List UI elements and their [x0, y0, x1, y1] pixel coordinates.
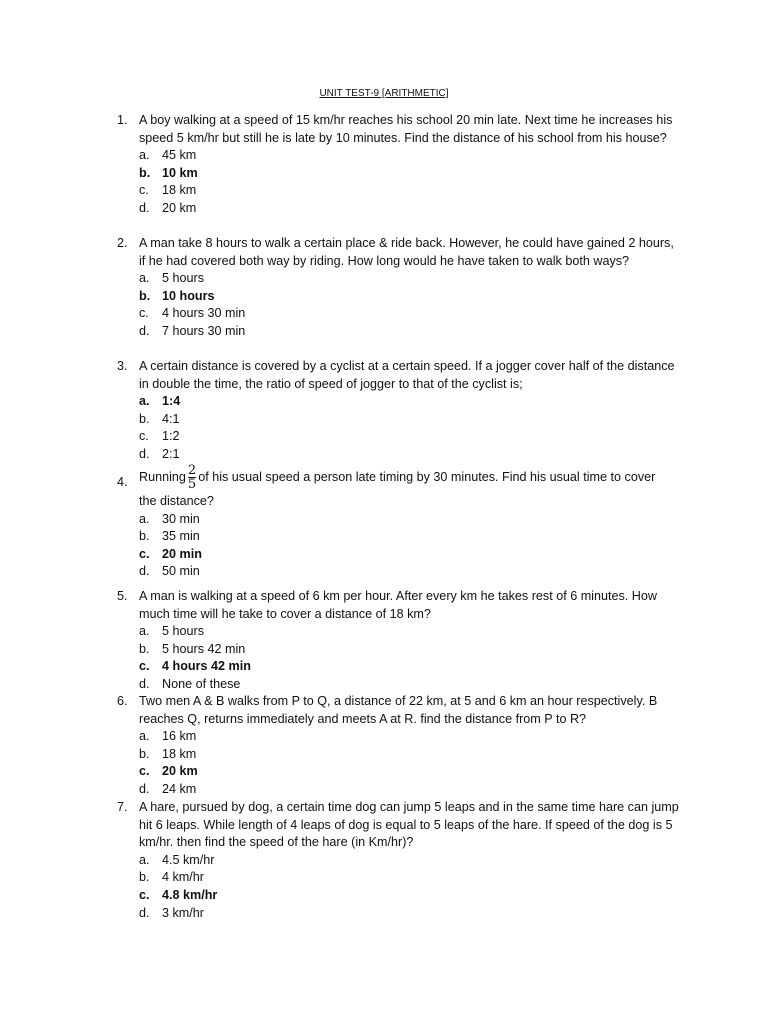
option-a: a. 5 hours	[139, 271, 205, 286]
option-b: b. 18 km	[139, 746, 197, 761]
question-6	[117, 693, 679, 799]
question-number: 6.	[117, 694, 128, 708]
option-c: c. 4.8 km/hr	[139, 887, 218, 902]
option-b: b. 4 km/hr	[139, 870, 204, 885]
option-a: a. 4.5 km/hr	[139, 852, 215, 867]
option-a: a. 30 min	[139, 511, 200, 526]
option-b: b. 5 hours 42 min	[139, 641, 246, 656]
option-d: d. 2:1	[139, 446, 180, 461]
option-d: d. 20 km	[139, 200, 197, 215]
question-text: A man take 8 hours to walk a certain place & ride back. However, he could have gained 2 hours, if he had covered both way by riding. How long would he have taken to walk both ways?	[139, 236, 674, 268]
question-text: A certain distance is covered by a cyclist at a certain speed. If a jogger cover half of the distance in double the time, the ratio of speed of jogger to that of the cyclist is;	[139, 359, 675, 391]
option-c: c. 18 km	[139, 183, 197, 198]
question-3	[117, 358, 679, 464]
question-4	[117, 464, 679, 581]
option-c: c. 1:2	[139, 429, 180, 444]
question-7	[117, 799, 679, 922]
question-5	[117, 588, 679, 694]
option-d: d. 24 km	[139, 781, 197, 796]
option-a: a. 1:4	[139, 394, 181, 409]
option-d: d. 3 km/hr	[139, 905, 204, 920]
question-number: 5.	[117, 589, 128, 603]
option-c: c. 4 hours 30 min	[139, 306, 246, 321]
question-number: 7.	[117, 800, 128, 814]
option-b: b. 10 hours	[139, 288, 215, 303]
option-d: d. 50 min	[139, 564, 200, 579]
question-number: 3.	[117, 359, 128, 373]
option-b: b. 35 min	[139, 529, 200, 544]
question-text: A hare, pursued by dog, a certain time dog can jump 5 leaps and in the same time hare can jump hit 6 leaps. While length of 4 leaps of dog is equal to 5 leaps of the hare. If speed of the dog is 5 km/hr. then find the speed of the hare (in Km/hr)?	[139, 800, 679, 850]
fraction-two-fifths: $\frac{2}{5}$	[187, 463, 197, 492]
question-number: 2.	[117, 236, 128, 250]
question-text-continued: the distance?	[139, 494, 214, 508]
question-text: A man is walking at a speed of 6 km per hour. After every km he takes rest of 6 minutes. How much time will he take to cover a distance of 18 km?	[139, 589, 657, 621]
option-a: a. 45 km	[139, 148, 197, 163]
question-text: Two men A & B walks from P to Q, a distance of 22 km, at 5 and 6 km an hour respectively. B reaches Q, returns immediately and meets A at R. find the distance from P to R?	[139, 694, 658, 726]
option-a: a. 16 km	[139, 729, 197, 744]
question-1	[117, 112, 679, 218]
option-d: d. 7 hours 30 min	[139, 323, 246, 338]
question-number: 4.	[117, 475, 128, 489]
page-title: UNIT TEST-9 [ARITHMETIC]	[319, 88, 449, 99]
option-d: d. None of these	[139, 676, 241, 691]
option-c: c. 4 hours 42 min	[139, 659, 251, 674]
question-text: A boy walking at a speed of 15 km/hr reaches his school 20 min late. Next time he increases his speed 5 km/hr but still he is late by 10 minutes. Find the distance of his school from his house?	[139, 113, 673, 145]
option-b: b. 4:1	[139, 411, 180, 426]
option-c: c. 20 min	[139, 546, 202, 561]
question-text: Running $\frac{2}{5}$ of his usual speed a person late timing by 30 minutes. Find his usual time to cover	[139, 463, 656, 492]
question-2	[117, 235, 679, 341]
option-c: c. 20 km	[139, 764, 198, 779]
question-number: 1.	[117, 113, 128, 127]
option-b: b. 10 km	[139, 165, 198, 180]
option-a: a. 5 hours	[139, 624, 205, 639]
